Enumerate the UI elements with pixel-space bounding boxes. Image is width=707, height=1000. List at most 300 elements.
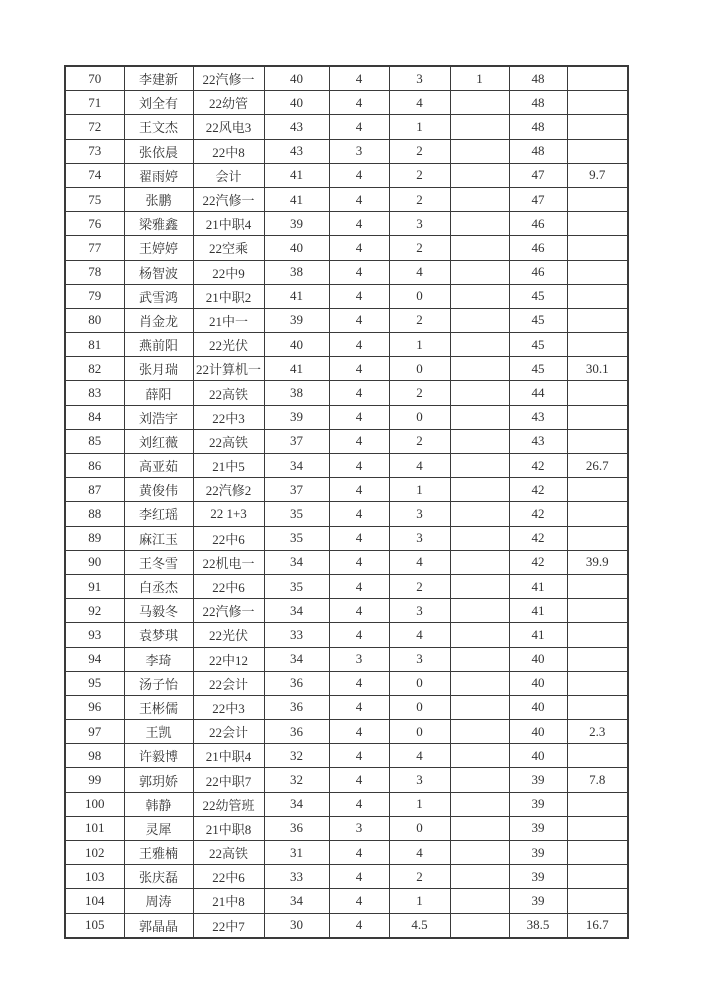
table-cell: 李红瑶: [124, 502, 193, 526]
table-cell: 4: [329, 260, 389, 284]
table-row: [65, 284, 628, 308]
table-cell: 4.5: [389, 913, 450, 938]
table-cell: 1: [389, 115, 450, 139]
table-cell: 45: [509, 357, 567, 381]
table-cell: [450, 454, 509, 478]
table-cell: 4: [329, 623, 389, 647]
table-cell: 汤子怡: [124, 671, 193, 695]
table-cell: 4: [389, 91, 450, 115]
table-cell: 1: [389, 792, 450, 816]
table-cell: 47: [509, 163, 567, 187]
table-cell: 79: [65, 284, 124, 308]
table-cell: 4: [329, 115, 389, 139]
table-cell: 1: [389, 333, 450, 357]
table-cell: 2: [389, 381, 450, 405]
table-cell: 45: [509, 308, 567, 332]
table-cell: 48: [509, 91, 567, 115]
table-cell: 王文杰: [124, 115, 193, 139]
table-cell: 40: [509, 647, 567, 671]
table-cell: 3: [329, 647, 389, 671]
table-cell: [567, 405, 628, 429]
table-cell: [567, 333, 628, 357]
table-cell: 4: [329, 308, 389, 332]
table-cell: 张月瑞: [124, 357, 193, 381]
table-cell: 85: [65, 429, 124, 453]
table-cell: [567, 478, 628, 502]
table-cell: [450, 623, 509, 647]
table-cell: 83: [65, 381, 124, 405]
table-cell: 4: [329, 768, 389, 792]
table-cell: 41: [509, 623, 567, 647]
table-cell: 84: [65, 405, 124, 429]
table-cell: 38.5: [509, 913, 567, 938]
table-row: [65, 308, 628, 332]
table-cell: 张鹏: [124, 187, 193, 211]
table-cell: 22会计: [193, 720, 264, 744]
table-cell: 82: [65, 357, 124, 381]
table-cell: 22汽修2: [193, 478, 264, 502]
table-cell: 4: [329, 913, 389, 938]
table-cell: 22机电一: [193, 550, 264, 574]
table-cell: 36: [264, 671, 329, 695]
table-cell: 1: [450, 66, 509, 91]
table-cell: 王凯: [124, 720, 193, 744]
table-cell: [567, 284, 628, 308]
table-cell: 105: [65, 913, 124, 938]
table-cell: 34: [264, 599, 329, 623]
table-cell: 22中6: [193, 526, 264, 550]
table-cell: 刘红薇: [124, 429, 193, 453]
table-cell: 0: [389, 357, 450, 381]
table-row: [65, 574, 628, 598]
table-cell: 22中3: [193, 695, 264, 719]
table-cell: 88: [65, 502, 124, 526]
table-cell: 40: [264, 91, 329, 115]
table-cell: 郭玥娇: [124, 768, 193, 792]
table-cell: [450, 357, 509, 381]
table-cell: [450, 599, 509, 623]
table-cell: 22高铁: [193, 841, 264, 865]
table-cell: 4: [329, 841, 389, 865]
table-cell: 22中8: [193, 139, 264, 163]
table-cell: 3: [329, 139, 389, 163]
table-cell: [567, 236, 628, 260]
table-cell: 4: [329, 381, 389, 405]
table-cell: 4: [329, 792, 389, 816]
table-cell: 36: [264, 695, 329, 719]
table-cell: 高亚茹: [124, 454, 193, 478]
table-cell: 4: [389, 550, 450, 574]
table-cell: 4: [329, 550, 389, 574]
table-cell: [450, 792, 509, 816]
table-cell: [450, 115, 509, 139]
table-cell: [450, 478, 509, 502]
table-cell: [450, 429, 509, 453]
table-cell: [450, 889, 509, 913]
table-cell: 40: [264, 236, 329, 260]
table-cell: 22光伏: [193, 333, 264, 357]
table-cell: [567, 889, 628, 913]
table-cell: 李琦: [124, 647, 193, 671]
table-row: [65, 212, 628, 236]
table-row: [65, 695, 628, 719]
score-table: [64, 65, 629, 939]
table-cell: [450, 913, 509, 938]
table-cell: 4: [329, 454, 389, 478]
table-cell: 4: [329, 212, 389, 236]
table-cell: 2: [389, 865, 450, 889]
table-row: [65, 744, 628, 768]
table-row: [65, 720, 628, 744]
table-cell: 22会计: [193, 671, 264, 695]
table-cell: 42: [509, 478, 567, 502]
table-cell: [567, 841, 628, 865]
table-cell: [567, 816, 628, 840]
table-cell: 4: [329, 66, 389, 91]
table-row: [65, 768, 628, 792]
table-cell: 36: [264, 816, 329, 840]
table-cell: 39.9: [567, 550, 628, 574]
table-cell: [567, 671, 628, 695]
table-cell: 22幼管: [193, 91, 264, 115]
table-cell: 刘浩宇: [124, 405, 193, 429]
table-cell: 41: [264, 357, 329, 381]
table-cell: 41: [264, 163, 329, 187]
table-cell: 马毅冬: [124, 599, 193, 623]
table-cell: 麻江玉: [124, 526, 193, 550]
table-cell: 22汽修一: [193, 187, 264, 211]
table-cell: 2.3: [567, 720, 628, 744]
table-cell: 42: [509, 550, 567, 574]
table-cell: 22中6: [193, 574, 264, 598]
table-cell: 41: [264, 284, 329, 308]
table-cell: 4: [329, 284, 389, 308]
table-cell: 张庆磊: [124, 865, 193, 889]
table-cell: [567, 695, 628, 719]
table-row: [65, 502, 628, 526]
table-cell: 杨智波: [124, 260, 193, 284]
table-cell: 肖金龙: [124, 308, 193, 332]
table-cell: [450, 139, 509, 163]
table-cell: [450, 526, 509, 550]
table-cell: 4: [329, 671, 389, 695]
table-cell: 3: [389, 502, 450, 526]
table-cell: 22光伏: [193, 623, 264, 647]
table-row: [65, 381, 628, 405]
table-cell: 薛阳: [124, 381, 193, 405]
table-cell: 武雪鸿: [124, 284, 193, 308]
table-cell: 94: [65, 647, 124, 671]
table-cell: [450, 260, 509, 284]
table-cell: 73: [65, 139, 124, 163]
table-cell: 39: [509, 841, 567, 865]
table-cell: 39: [264, 212, 329, 236]
table-cell: [450, 720, 509, 744]
table-cell: 40: [264, 66, 329, 91]
table-cell: 王彬儒: [124, 695, 193, 719]
table-cell: 35: [264, 526, 329, 550]
table-row: [65, 647, 628, 671]
table-row: [65, 236, 628, 260]
table-cell: 37: [264, 478, 329, 502]
table-cell: 33: [264, 865, 329, 889]
table-cell: [567, 308, 628, 332]
table-cell: 100: [65, 792, 124, 816]
table-cell: 翟雨婷: [124, 163, 193, 187]
table-cell: 70: [65, 66, 124, 91]
table-cell: 32: [264, 768, 329, 792]
table-cell: 31: [264, 841, 329, 865]
table-cell: 48: [509, 115, 567, 139]
table-cell: 韩静: [124, 792, 193, 816]
table-cell: [450, 308, 509, 332]
table-cell: 39: [509, 889, 567, 913]
table-cell: [567, 623, 628, 647]
table-row: [65, 260, 628, 284]
table-cell: 26.7: [567, 454, 628, 478]
table-cell: 会计: [193, 163, 264, 187]
table-cell: 1: [389, 889, 450, 913]
table-cell: 4: [329, 91, 389, 115]
table-cell: 3: [329, 816, 389, 840]
table-row: [65, 623, 628, 647]
table-cell: 43: [509, 429, 567, 453]
table-cell: [450, 163, 509, 187]
table-cell: 48: [509, 66, 567, 91]
table-cell: 王婷婷: [124, 236, 193, 260]
table-cell: 44: [509, 381, 567, 405]
table-cell: 4: [389, 260, 450, 284]
table-cell: 34: [264, 454, 329, 478]
table-cell: 40: [509, 695, 567, 719]
table-cell: 2: [389, 139, 450, 163]
table-row: [65, 187, 628, 211]
table-row: [65, 865, 628, 889]
table-row: [65, 816, 628, 840]
table-row: [65, 163, 628, 187]
table-cell: 21中5: [193, 454, 264, 478]
table-cell: 22中12: [193, 647, 264, 671]
table-cell: 22中7: [193, 913, 264, 938]
table-cell: 黄俊伟: [124, 478, 193, 502]
table-cell: 22高铁: [193, 429, 264, 453]
table-cell: 0: [389, 405, 450, 429]
table-cell: 3: [389, 212, 450, 236]
table-cell: 9.7: [567, 163, 628, 187]
table-cell: 30: [264, 913, 329, 938]
table-cell: 22计算机一: [193, 357, 264, 381]
table-cell: [567, 526, 628, 550]
table-cell: 86: [65, 454, 124, 478]
table-row: [65, 550, 628, 574]
table-cell: 4: [329, 720, 389, 744]
table-cell: 96: [65, 695, 124, 719]
table-cell: 4: [389, 454, 450, 478]
score-table-body: [65, 66, 628, 938]
table-cell: 38: [264, 381, 329, 405]
table-row: [65, 333, 628, 357]
table-cell: 40: [264, 333, 329, 357]
table-row: [65, 889, 628, 913]
table-cell: 39: [509, 865, 567, 889]
table-cell: 4: [389, 744, 450, 768]
table-cell: 22 1+3: [193, 502, 264, 526]
table-cell: [567, 502, 628, 526]
table-cell: 92: [65, 599, 124, 623]
table-cell: 34: [264, 792, 329, 816]
table-row: [65, 429, 628, 453]
table-cell: 36: [264, 720, 329, 744]
table-cell: [450, 695, 509, 719]
table-cell: [567, 599, 628, 623]
table-cell: 4: [329, 163, 389, 187]
table-cell: 4: [329, 889, 389, 913]
table-cell: [450, 816, 509, 840]
table-cell: 43: [509, 405, 567, 429]
table-cell: 4: [329, 429, 389, 453]
table-cell: 34: [264, 647, 329, 671]
table-cell: 16.7: [567, 913, 628, 938]
table-cell: 周涛: [124, 889, 193, 913]
table-cell: 21中职8: [193, 816, 264, 840]
table-cell: [450, 236, 509, 260]
table-cell: [567, 91, 628, 115]
table-cell: 4: [329, 574, 389, 598]
table-cell: 2: [389, 163, 450, 187]
table-cell: 21中职4: [193, 744, 264, 768]
table-cell: 3: [389, 647, 450, 671]
table-cell: 21中职4: [193, 212, 264, 236]
table-cell: 75: [65, 187, 124, 211]
table-cell: 4: [389, 841, 450, 865]
table-cell: 43: [264, 139, 329, 163]
table-cell: 39: [509, 816, 567, 840]
table-cell: 98: [65, 744, 124, 768]
table-cell: [450, 91, 509, 115]
table-cell: 41: [264, 187, 329, 211]
table-cell: 80: [65, 308, 124, 332]
table-cell: 22汽修一: [193, 66, 264, 91]
table-cell: 张依晨: [124, 139, 193, 163]
table-cell: 22幼管班: [193, 792, 264, 816]
table-row: [65, 478, 628, 502]
table-cell: [567, 647, 628, 671]
table-cell: 梁雅鑫: [124, 212, 193, 236]
table-cell: 刘全有: [124, 91, 193, 115]
table-cell: [450, 744, 509, 768]
table-cell: 37: [264, 429, 329, 453]
table-cell: [450, 647, 509, 671]
table-cell: 46: [509, 260, 567, 284]
table-row: [65, 405, 628, 429]
table-cell: [567, 260, 628, 284]
table-cell: [450, 841, 509, 865]
table-cell: 77: [65, 236, 124, 260]
table-cell: [567, 66, 628, 91]
table-cell: 93: [65, 623, 124, 647]
table-cell: 32: [264, 744, 329, 768]
table-cell: 39: [509, 792, 567, 816]
table-cell: 90: [65, 550, 124, 574]
table-cell: 0: [389, 671, 450, 695]
table-row: [65, 913, 628, 938]
table-cell: [567, 139, 628, 163]
table-cell: 22中职7: [193, 768, 264, 792]
table-cell: 45: [509, 284, 567, 308]
table-cell: [567, 115, 628, 139]
table-cell: [567, 429, 628, 453]
table-cell: 22中3: [193, 405, 264, 429]
table-cell: [450, 550, 509, 574]
table-cell: 102: [65, 841, 124, 865]
table-cell: 郭晶晶: [124, 913, 193, 938]
table-cell: [567, 212, 628, 236]
table-cell: 48: [509, 139, 567, 163]
table-cell: [567, 744, 628, 768]
table-cell: [450, 212, 509, 236]
table-cell: 4: [329, 695, 389, 719]
table-cell: 22空乘: [193, 236, 264, 260]
table-cell: 41: [509, 599, 567, 623]
table-cell: 103: [65, 865, 124, 889]
table-cell: 46: [509, 236, 567, 260]
table-cell: 78: [65, 260, 124, 284]
table-cell: [450, 671, 509, 695]
table-cell: 41: [509, 574, 567, 598]
table-cell: 袁梦琪: [124, 623, 193, 647]
table-cell: 74: [65, 163, 124, 187]
table-cell: [567, 865, 628, 889]
table-cell: 22风电3: [193, 115, 264, 139]
table-cell: 76: [65, 212, 124, 236]
table-cell: 72: [65, 115, 124, 139]
table-cell: 97: [65, 720, 124, 744]
table-cell: 4: [329, 478, 389, 502]
table-cell: 2: [389, 308, 450, 332]
table-cell: 42: [509, 454, 567, 478]
table-cell: 91: [65, 574, 124, 598]
table-cell: 2: [389, 236, 450, 260]
table-cell: 39: [264, 308, 329, 332]
table-cell: [450, 333, 509, 357]
table-row: [65, 599, 628, 623]
table-cell: [450, 405, 509, 429]
table-cell: 46: [509, 212, 567, 236]
table-cell: 21中一: [193, 308, 264, 332]
table-cell: 7.8: [567, 768, 628, 792]
table-cell: 104: [65, 889, 124, 913]
table-cell: 40: [509, 671, 567, 695]
table-cell: 4: [329, 236, 389, 260]
table-cell: 1: [389, 478, 450, 502]
table-cell: 22中9: [193, 260, 264, 284]
table-cell: 22汽修一: [193, 599, 264, 623]
table-cell: 0: [389, 284, 450, 308]
table-cell: 35: [264, 502, 329, 526]
table-cell: 0: [389, 816, 450, 840]
table-cell: 95: [65, 671, 124, 695]
table-cell: [450, 865, 509, 889]
table-cell: 87: [65, 478, 124, 502]
table-cell: 3: [389, 599, 450, 623]
table-cell: 灵犀: [124, 816, 193, 840]
table-cell: 42: [509, 526, 567, 550]
table-cell: 许毅博: [124, 744, 193, 768]
table-cell: 4: [329, 405, 389, 429]
table-cell: 4: [389, 623, 450, 647]
table-cell: [450, 502, 509, 526]
table-cell: 3: [389, 66, 450, 91]
